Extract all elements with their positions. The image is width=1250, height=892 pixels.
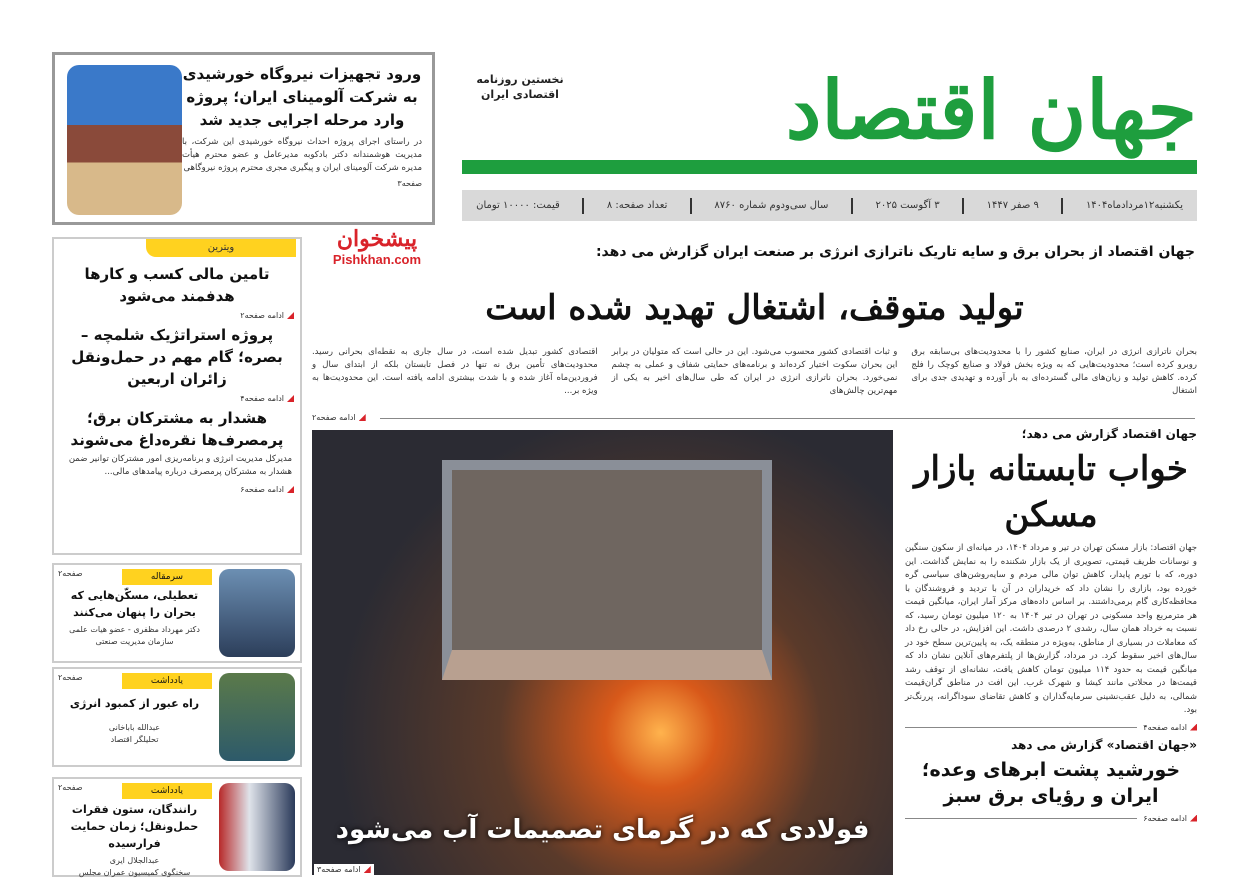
divider (690, 198, 692, 214)
top-story-box[interactable] (52, 52, 435, 225)
right-continued-row (905, 722, 1197, 733)
top-story-body: در راستای اجرای پروژه احداث نیروگاه خورشیدی این شرکت، با مدیریت هوشمندانه دکتر بادکوبه مدیرعامل و عضو محترم هیأت مدیره شرکت آلومینای ایران و پیگیری مجری محترم پروژه نیروگاهی (182, 137, 422, 173)
top-story-headline[interactable]: ورود تجهیزات نیروگاه خورشیدی به شرکت آلومینای ایران؛ پروژه وارد مرحله اجرایی جدید شد (182, 65, 422, 129)
note-headline[interactable]: رانندگان، ستون فقرات حمل‌ونقل؛ زمان حمایت فرارسیده (70, 803, 199, 850)
solar-equipment-photo (67, 65, 182, 215)
date-bar (462, 190, 1197, 221)
right-body: جهان اقتصاد: بازار مسکن تهران در تیر و مرداد ۱۴۰۴، در میانه‌ای از سکون سنگین و نوسانات ظریف قیمتی، تصویری از یک بازار شکننده را به نمایش گذاشت. این دوره، که با تورم پایدار، کاهش توان مالی مردم و سایه‌روشن‌های سیاسی گره خورده بود، بازاری را نشان داد که خریداران در آن با تردید و فروشندگان با محافظه‌کاری گام برمی‌داشتند. بر اساس داده‌های مرکز آمار ایران، میانگین قیمت هر مترمربع واحد مسکونی در تهران در تیر ۱۴۰۴ به ۱۲۰ میلیون تومان رسید، که نسبت به خرداد همان سال، رشدی ۲ درصدی داشت. این افزایش، در حالی رخ داد که معاملات در بسیاری از مناطق، به‌ویژه در منطقه یک، به پایین‌ترین سطح خود در سال‌های اخیر سقوط کرد. در مرداد، گزارش‌ها از پلتفرم‌های آنلاین نشان داد که میانگین قیمت به حدود ۱۱۴ میلیون تومان کاهش یافت، نشانه‌ای از توقف رشد قیمت‌ها در محلاتی مانند کیشا و شهرک غرب. این افت در مناطق گران‌قیمت شمالی، به دلیل عقب‌نشینی سرمایه‌گذاران و کاهش تقاضای سوداگرانه، پررنگ‌تر بود. (905, 543, 1197, 715)
page-ref[interactable]: صفحه۲ (58, 783, 83, 792)
date-hijri: ۹ صفر ۱۴۴۷ (986, 200, 1039, 211)
continued-link[interactable]: ادامه صفحه۴ (60, 393, 294, 404)
lead-column: و ثبات اقتصادی کشور محسوب می‌شود. این در حالی است که متولیان در برابر این بحران سکوت اختیار کرده‌اند و برنامه‌های حمایتی شفاف و عملی به چشم نمی‌خورد. بحران ناترازی انرژی در ایران که طی سال‌های اخیر به یکی از مهم‌ترین چالش‌های (611, 347, 898, 396)
vitrin-headline[interactable]: تامین مالی کسب و کارها هدفمند می‌شود (84, 265, 270, 305)
date-gregorian: ۳ آگوست ۲۰۲۵ (875, 200, 940, 211)
editorial-card[interactable] (52, 563, 302, 663)
page-ref[interactable]: صفحه۲ (58, 673, 83, 682)
vitrin-headline[interactable]: هشدار به مشترکان برق؛ پرمصرف‌ها نقره‌داغ می‌شوند (70, 409, 284, 449)
section-tab: یادداشت (122, 673, 212, 689)
author-photo (219, 783, 295, 871)
masthead-tagline (470, 72, 570, 102)
story2-continued[interactable]: ادامه صفحه۶ (1143, 813, 1197, 824)
lead-column: اقتصادی کشور تبدیل شده است، در سال جاری به نقطه‌ای بحرانی رسید. محدودیت‌های تأمین برق نه تنها در فصل تابستان بلکه از ابتدای سال و فروردین‌ماه آغاز شده و با شدت بیشتری ادامه یافته است. این محدودیت‌ها به ویژه بر... (311, 347, 598, 396)
right-headline[interactable]: خواب تابستانه بازار مسکن (914, 449, 1188, 535)
divider (1061, 198, 1063, 214)
page-ref[interactable]: صفحه۳ (397, 179, 422, 188)
vitrin-tab: ویترین (146, 239, 296, 257)
page-count: تعداد صفحه: ۸ (606, 200, 668, 211)
logo-underline (462, 160, 1197, 174)
date-shamsi: یکشنبه۱۲مردادماه۱۴۰۴ (1085, 200, 1183, 211)
note-body (57, 801, 212, 879)
pishkhan-watermark (312, 226, 442, 268)
lead-headline[interactable]: تولید متوقف، اشتغال تهدید شده است (485, 288, 1024, 328)
author (57, 855, 212, 879)
tagline-line: اقتصادی ایران (481, 88, 559, 101)
lead-columns (312, 346, 1197, 398)
photo-caption[interactable]: فولادی که در گرمای تصمیمات آب می‌شود (335, 815, 870, 845)
editorial-body (57, 587, 212, 648)
steel-mill-photo (312, 430, 893, 875)
note-headline[interactable]: راه عبور از کمبود انرژی (69, 697, 200, 710)
author-photo (219, 569, 295, 657)
note-card[interactable] (52, 667, 302, 767)
page-ref[interactable]: صفحه۲ (58, 569, 83, 578)
furnace-frame (442, 460, 772, 680)
section-tab: سرمقاله (122, 569, 212, 585)
author: دکتر مهرداد مظفری - عضو هیات علمی سازمان مدیریت صنعتی (69, 625, 200, 646)
top-story-text (182, 63, 422, 188)
watermark-fa: پیشخوان (336, 226, 418, 252)
note-body (57, 691, 212, 746)
author-name: عبدالله باباخانی (108, 723, 161, 732)
editorial-headline[interactable]: تعطیلی، مسکّن‌هایی که بحران را پنهان می‌کنند (70, 589, 199, 619)
divider (962, 198, 964, 214)
lead-kicker: جهان اقتصاد از بحران برق و سایه تاریک ناترازی انرژی بر صنعت ایران گزارش می دهد: (595, 244, 1195, 260)
author (57, 722, 212, 746)
lead-column: بحران ناترازی انرژی در ایران، صنایع کشور را با محدودیت‌های بی‌سابقه برق روبرو کرده است؛ محدودیت‌هایی که به ویژه بخش فولاد و صنایع کوچک را فلج کرده. کاهش تولید و زیان‌های مالی گسترده‌ای به بار آورده و تهدیدی جدی برای اشتغال (911, 347, 1197, 396)
vitrin-box (52, 237, 302, 555)
story2-headline[interactable]: خورشید پشت ابرهای وعده؛ ایران و رؤیای برق سبز (921, 758, 1181, 807)
author-role: سخنگوی کمیسیون عمران مجلس (78, 868, 191, 877)
divider (905, 727, 1137, 728)
right-continued[interactable]: ادامه صفحه۴ (1143, 722, 1197, 733)
vitrin-headline[interactable]: پروژه استراتژیک شلمچه – بصره؛ گام مهم در حمل‌ونقل زائران اربعین (71, 326, 283, 388)
photo-continued[interactable]: ادامه صفحه۳ (314, 864, 374, 875)
tagline-line: نخستین روزنامه (476, 73, 564, 86)
price: قیمت: ۱۰۰۰۰ تومان (476, 200, 560, 211)
author-role: تحلیلگر اقتصاد (110, 735, 159, 744)
divider (905, 818, 1137, 819)
story2-continued-row (905, 813, 1197, 824)
lead-continued[interactable]: ادامه صفحه۲ (312, 412, 366, 423)
story2-kicker: «جهان اقتصاد» گزارش می دهد (1011, 737, 1197, 752)
author-name: عبدالجلال ایری (109, 856, 160, 865)
right-kicker: جهان اقتصاد گزارش می دهد؛ (1021, 427, 1197, 441)
divider (380, 418, 1195, 419)
continued-link[interactable]: ادامه صفحه۶ (60, 484, 294, 495)
section-tab: یادداشت (122, 783, 212, 799)
continued-link[interactable]: ادامه صفحه۲ (60, 310, 294, 321)
divider (851, 198, 853, 214)
note-card[interactable] (52, 777, 302, 877)
watermark-en: Pishkhan.com (332, 252, 422, 267)
vitrin-body: مدیرکل مدیریت انرژی و برنامه‌ریزی امور مشترکان توانیر ضمن هشدار به مشترکان پرمصرف درباره پیامدهای مالی... (68, 454, 292, 477)
issue-number: سال سی‌ودوم شماره ۸۷۶۰ (714, 200, 829, 211)
right-column (905, 426, 1197, 824)
divider (582, 198, 584, 214)
newspaper-logo: جهان اقتصاد (785, 63, 1197, 157)
author-photo (219, 673, 295, 761)
